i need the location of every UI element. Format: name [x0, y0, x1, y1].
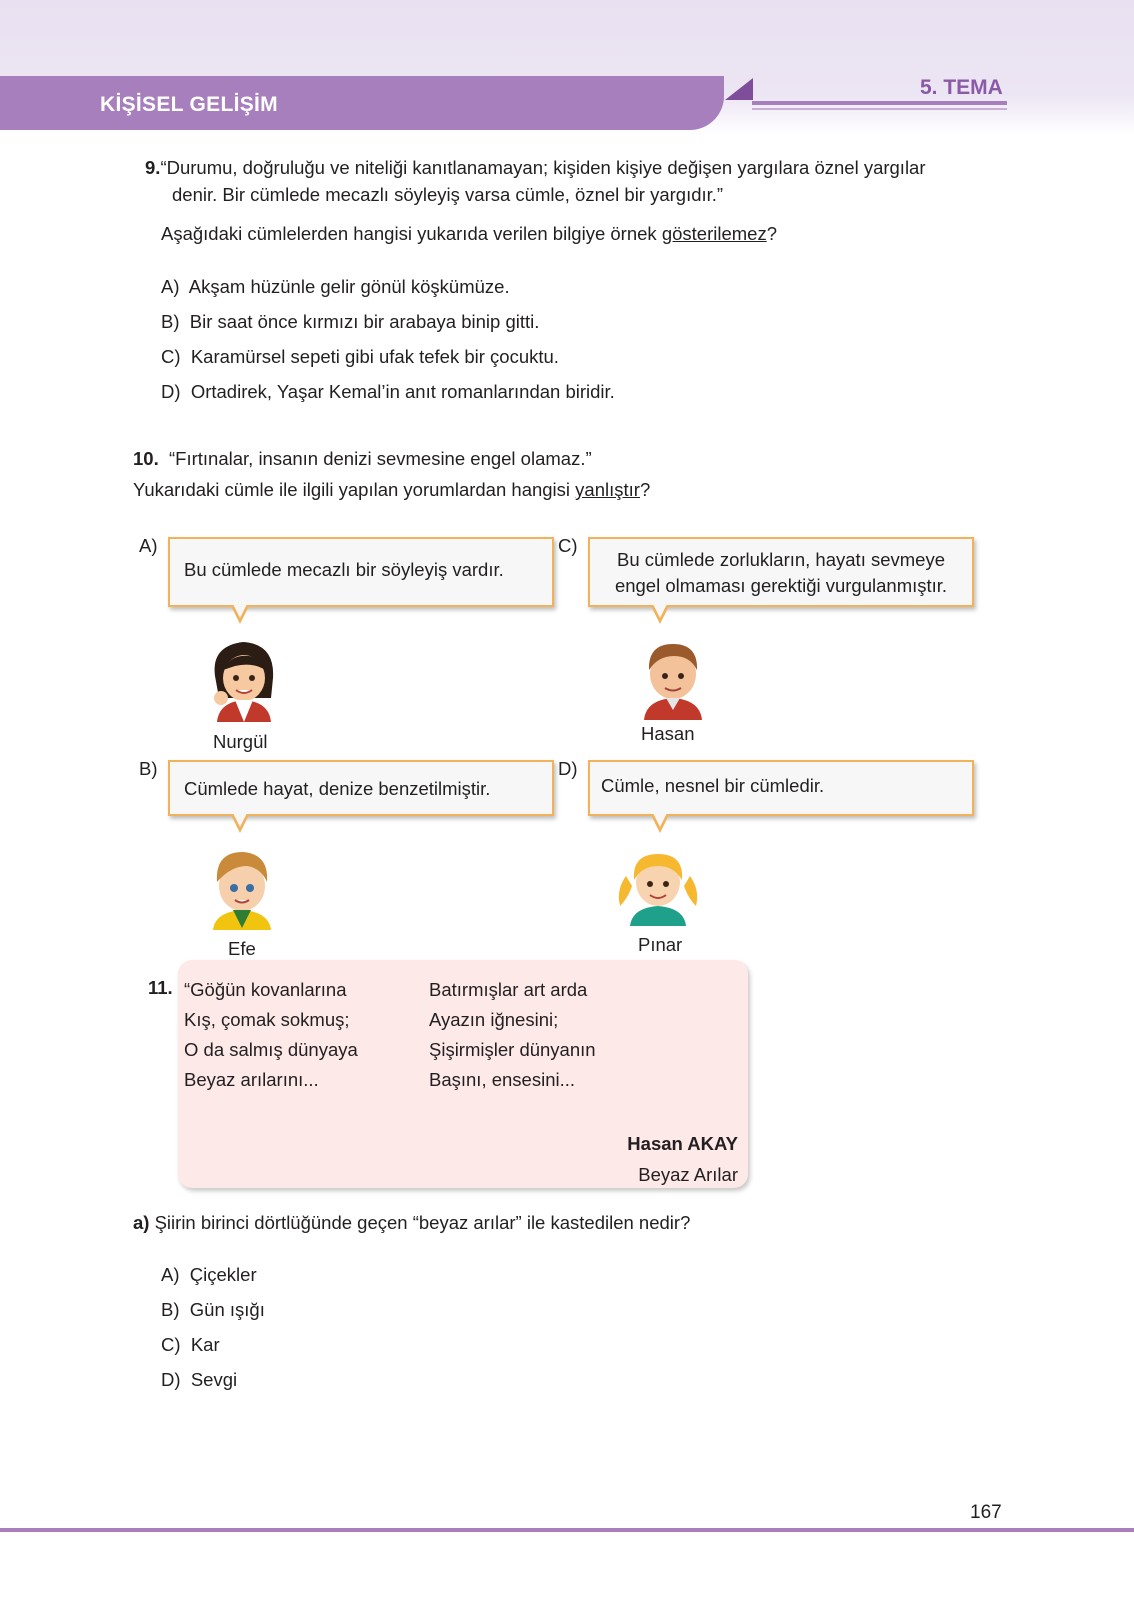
question-10-prompt — [133, 477, 650, 503]
bubble-b-letter[interactable]: B) — [139, 758, 158, 779]
prompt-underlined-word: gösterilemez — [661, 223, 767, 244]
option-a[interactable] — [161, 274, 510, 300]
question-9-stem — [145, 155, 1015, 181]
poem-line: Beyaz arılarını... — [184, 1069, 319, 1090]
prompt-text: Aşağıdaki cümlelerden hangisi yukarıda verilen bilgiye örnek — [161, 223, 662, 244]
sub-question-text: Şiirin birinci dörtlüğünde geçen “beyaz arılar” ile kastedilen nedir? — [154, 1212, 691, 1233]
question-11a-prompt — [133, 1210, 690, 1236]
poem-line: O da salmış dünyaya — [184, 1039, 358, 1060]
option-text: Karamürsel sepeti gibi ufak tefek bir çocuktu. — [190, 346, 559, 367]
option-c[interactable] — [161, 1332, 220, 1358]
theme-label: 5. TEMA — [920, 76, 1003, 99]
section-title: KİŞİSEL GELİŞİM — [100, 93, 278, 116]
option-letter: A) — [161, 1264, 180, 1285]
question-9-prompt — [161, 221, 1011, 247]
bubble-tail-fill — [653, 604, 667, 618]
option-d[interactable] — [161, 379, 615, 405]
poem-author: Hasan AKAY — [627, 1133, 738, 1154]
hasan-avatar-icon — [634, 634, 712, 720]
option-a[interactable] — [161, 1262, 257, 1288]
question-9-quote-line1: “Durumu, doğruluğu ve niteliği kanıtlanamayan; kişiden kişiye değişen yargılara öznel yargılar — [160, 157, 926, 178]
poem-left-column — [184, 975, 358, 1095]
question-10-stem — [133, 446, 592, 472]
pinar-avatar-icon — [612, 846, 704, 926]
option-c[interactable] — [161, 344, 559, 370]
option-letter: D) — [161, 1369, 181, 1390]
bubble-tail-fill — [653, 813, 667, 827]
bubble-c-letter[interactable]: C) — [558, 535, 578, 556]
prompt-end: ? — [766, 223, 777, 244]
poem-right-column — [429, 975, 596, 1095]
speaker-name-efe: Efe — [228, 938, 256, 959]
option-text: Çiçekler — [189, 1264, 257, 1285]
speech-bubble-d[interactable] — [588, 760, 974, 816]
question-number: 11. — [148, 977, 173, 998]
prompt-end: ? — [639, 479, 651, 500]
speaker-name-pinar: Pınar — [638, 934, 683, 955]
speech-bubble-a[interactable] — [168, 537, 554, 607]
option-text: Gün ışığı — [189, 1299, 265, 1320]
bubble-text: Cümle, nesnel bir cümledir. — [601, 775, 825, 796]
option-letter: B) — [161, 1299, 180, 1320]
option-text: Bir saat önce kırmızı bir arabaya binip gitti. — [189, 311, 540, 332]
bubble-tail-fill — [233, 813, 247, 827]
question-9-quote-line2: denir. Bir cümlede mecazlı söyleyiş varsa cümle, öznel bir yargıdır.” — [172, 184, 724, 205]
poem-line: Batırmışlar art arda — [429, 979, 588, 1000]
theme-underline — [752, 101, 1007, 105]
page-number: 167 — [970, 1502, 1002, 1523]
sub-question-label: a) — [133, 1212, 150, 1233]
poem-line: Şişirmişler dünyanın — [429, 1039, 596, 1060]
speech-bubble-b[interactable] — [168, 760, 554, 816]
option-letter: A) — [161, 276, 180, 297]
question-10-quote: “Fırtınalar, insanın denizi sevmesine engel olamaz.” — [169, 448, 592, 469]
option-text: Sevgi — [190, 1369, 238, 1390]
poem-work-title: Beyaz Arılar — [638, 1164, 738, 1185]
bubble-d-letter[interactable]: D) — [558, 758, 578, 779]
speaker-name-nurgul: Nurgül — [213, 731, 268, 752]
bubble-tail-fill — [233, 604, 247, 618]
bubble-a-letter[interactable]: A) — [139, 535, 158, 556]
bubble-text-line1: Bu cümlede zorlukların, hayatı sevmeye — [616, 549, 945, 570]
theme-tab-shape — [725, 78, 753, 100]
nurgul-avatar-icon — [205, 636, 283, 722]
prompt-underlined-word: yanlıştır — [575, 479, 640, 500]
option-b[interactable] — [161, 1297, 265, 1323]
poem-line: Ayazın iğnesini; — [429, 1009, 559, 1030]
bubble-text: Bu cümlede mecazlı bir söyleyiş vardır. — [184, 559, 504, 580]
efe-avatar-icon — [203, 844, 281, 930]
speaker-name-hasan: Hasan — [641, 723, 695, 744]
option-letter: C) — [161, 346, 181, 367]
option-d[interactable] — [161, 1367, 237, 1393]
option-text: Kar — [190, 1334, 220, 1355]
poem-line: Kış, çomak sokmuş; — [184, 1009, 350, 1030]
poem-line: “Göğün kovanlarına — [184, 979, 347, 1000]
option-letter: D) — [161, 381, 181, 402]
poem-line: Başını, ensesini... — [429, 1069, 576, 1090]
bubble-text: Cümlede hayat, denize benzetilmiştir. — [184, 778, 491, 799]
option-text: Ortadirek, Yaşar Kemal’in anıt romanlarından biridir. — [190, 381, 615, 402]
footer-divider — [0, 1528, 1134, 1532]
option-letter: C) — [161, 1334, 181, 1355]
question-number: 9. — [145, 157, 161, 178]
option-text: Akşam hüzünle gelir gönül köşkümüze. — [188, 276, 510, 297]
bubble-text-line2: engel olmaması gerektiği vurgulanmıştır. — [614, 575, 948, 596]
option-b[interactable] — [161, 309, 539, 335]
option-letter: B) — [161, 311, 180, 332]
question-number: 10. — [133, 448, 159, 469]
prompt-text: Yukarıdaki cümle ile ilgili yapılan yorumlardan hangisi — [133, 479, 576, 500]
speech-bubble-c[interactable] — [588, 537, 974, 607]
theme-underline-thin — [752, 108, 1007, 110]
